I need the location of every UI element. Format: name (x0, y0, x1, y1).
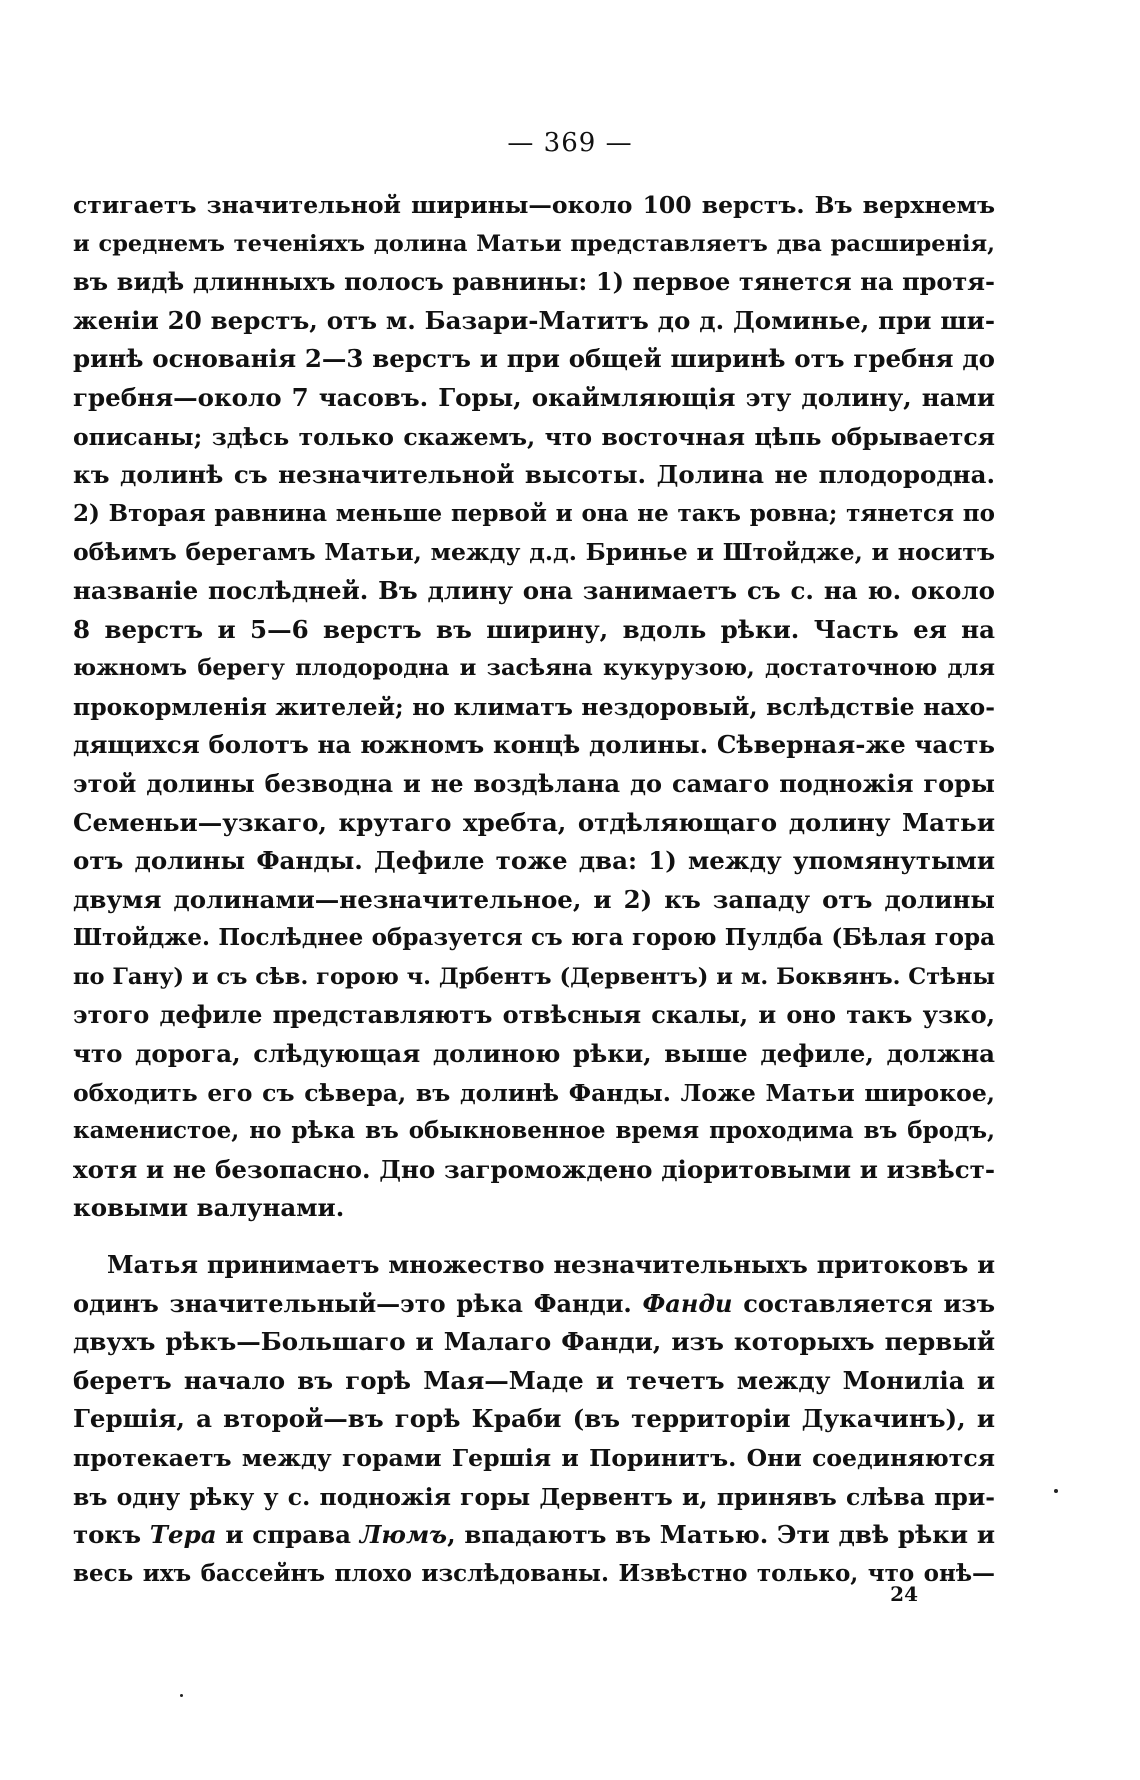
speck (1054, 1489, 1058, 1493)
text-line: Семеньи—узкаго, крутаго хребта, отдѣляющаго долину Матьи (73, 807, 995, 837)
text-line: двумя долинами—незначительное, и 2) къ западу отъ долины (73, 884, 995, 914)
text-line: женіи 20 верстъ, отъ м. Базари-Матитъ до д. Доминье, при ши- (73, 305, 995, 335)
text-line: названіе послѣдней. Въ длину она занимаетъ съ с. на ю. около (73, 575, 995, 605)
text-line: къ долинѣ съ незначительной высоты. Долина не плодородна. (73, 460, 995, 490)
river-name: Фанди (642, 1288, 733, 1318)
text-line: протекаетъ между горами Гершія и Поринитъ. Они соединяются (73, 1444, 995, 1472)
text-line: ковыми валунами. (73, 1193, 345, 1223)
text-line: прокормленія жителей; но климатъ нездоровый, вслѣдствіе нахо- (73, 692, 995, 721)
text-line: дящихся болотъ на южномъ концѣ долины. Сѣверная-же часть (73, 730, 995, 760)
text-line: беретъ начало въ горѣ Мая—Маде и течетъ между Мониліа и (73, 1365, 995, 1395)
text-line: весь ихъ бассейнъ плохо изслѣдованы. Извѣстно только, что онѣ— (73, 1559, 995, 1587)
text-line: обѣимъ берегамъ Матьи, между д.д. Бринье и Штойдже, и носитъ (73, 538, 995, 567)
text-line: что дорога, слѣдующая долиною рѣки, выше дефиле, должна (73, 1039, 995, 1069)
text-line: Матья принимаетъ множество незначительныхъ притоковъ и (107, 1250, 995, 1280)
text-line: каменистое, но рѣка въ обыкновенное время проходима въ бродъ, (73, 1117, 995, 1145)
page-number: — 369 — (507, 128, 633, 158)
text-line: токъ Тера и справа Люмъ, впадаютъ въ Матью. Эти двѣ рѣки и (73, 1520, 996, 1550)
text-line: въ видѣ длинныхъ полосъ равнины: 1) первое тянется на протя- (73, 267, 995, 297)
text-line: 8 верстъ и 5—6 верстъ въ ширину, вдоль рѣки. Часть ея на (73, 614, 995, 644)
text-line: Штойдже. Послѣднее образуется съ юга горою Пулдба (Бѣлая гора (73, 924, 995, 952)
text-line: отъ долины Фанды. Дефиле тоже два: 1) между упомянутыми (73, 846, 995, 876)
text-line: и среднемъ теченіяхъ долина Матьи представляетъ два расширенія, (73, 230, 995, 257)
text-line: описаны; здѣсь только скажемъ, что восточная цѣпь обрывается (73, 422, 995, 451)
text-line: 2) Вторая равнина меньше первой и она не такъ ровна; тянется по (73, 499, 995, 527)
text-line: этого дефиле представляютъ отвѣсныя скалы, и оно такъ узко, (73, 1000, 995, 1030)
text-line: южномъ берегу плодородна и засѣяна кукурузою, достаточною для (73, 655, 995, 682)
text-line: одинъ значительный—это рѣка Фанди. Фанди составляется изъ (73, 1288, 995, 1318)
text-line: хотя и не безопасно. Дно загромождено діоритовыми и извѣст- (73, 1154, 995, 1184)
paragraph-1 (73, 186, 995, 1228)
text-line: ринѣ основанія 2—3 верстъ и при общей ширинѣ отъ гребня до (73, 344, 995, 374)
body-text (73, 186, 995, 1593)
speck (180, 1694, 183, 1697)
text-line: стигаетъ значительной ширины—около 100 верстъ. Въ верхнемъ (73, 191, 995, 219)
paragraph-2 (73, 1246, 995, 1593)
text-line: этой долины безводна и не воздѣлана до самаго подножія горы (73, 768, 995, 798)
text-line: гребня—около 7 часовъ. Горы, окаймляющія эту долину, нами (73, 382, 995, 412)
river-name: Тера (149, 1520, 217, 1550)
text-line: въ одну рѣку у с. подножія горы Дервентъ и, принявъ слѣва при- (73, 1482, 995, 1511)
text-line: двухъ рѣкъ—Большаго и Малаго Фанди, изъ которыхъ первый (73, 1327, 995, 1357)
text-line: обходить его съ сѣвера, въ долинѣ Фанды. Ложе Матьи широкое, (73, 1078, 995, 1107)
signature-mark: 24 (890, 1582, 918, 1606)
river-name: Люмъ (359, 1520, 448, 1550)
text-line: по Гану) и съ сѣв. горою ч. Дрбентъ (Дервентъ) и м. Боквянъ. Стѣны (73, 963, 995, 990)
text-line: Гершія, а второй—въ горѣ Краби (въ территоріи Дукачинъ), и (73, 1404, 995, 1434)
